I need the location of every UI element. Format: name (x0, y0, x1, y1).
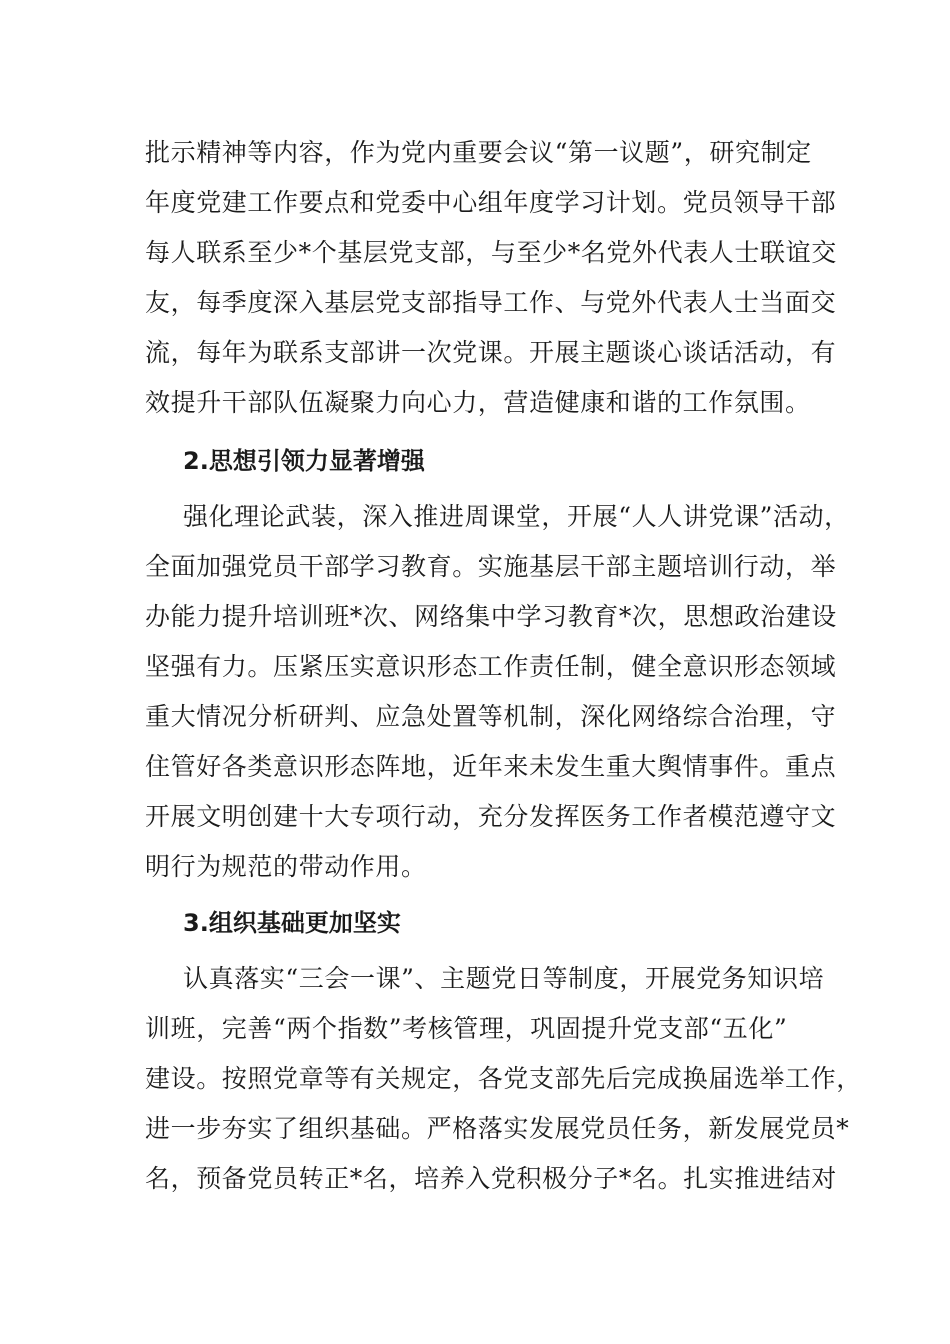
intro-line-1: 批示精神等内容，作为党内重要会议“第一议题”，研究制定 (145, 138, 812, 167)
section-2-line-3: 办能力提升培训班*次、网络集中学习教育*次，思想政治建设 (145, 602, 837, 631)
section-3-line-5: 名，预备党员转正*名，培养入党积极分子*名。扎实推进结对 (145, 1164, 837, 1193)
section-3-line-1: 认真落实“三会一课”、主题党日等制度，开展党务知识培 (183, 964, 825, 993)
section-2-line-5: 重大情况分析研判、应急处置等机制，深化网络综合治理，守 (145, 702, 837, 731)
section-3-line-4: 进一步夯实了组织基础。严格落实发展党员任务，新发展党员* (145, 1114, 850, 1143)
section-2-line-6: 住管好各类意识形态阵地，近年来未发生重大舆情事件。重点 (145, 752, 837, 781)
section-3-line-2: 训班，完善“两个指数”考核管理，巩固提升党支部“五化” (145, 1014, 788, 1043)
section-3-heading: 3.组织基础更加坚实 (183, 909, 401, 937)
intro-line-2: 年度党建工作要点和党委中心组年度学习计划。党员领导干部 (145, 188, 837, 217)
section-2-line-2: 全面加强党员干部学习教育。实施基层干部主题培训行动，举 (145, 552, 837, 581)
intro-line-3: 每人联系至少*个基层党支部，与至少*名党外代表人士联谊交 (145, 238, 837, 267)
section-2-line-7: 开展文明创建十大专项行动，充分发挥医务工作者模范遵守文 (145, 802, 837, 831)
section-2-line-1: 强化理论武装，深入推进周课堂，开展“人人讲党课”活动， (183, 502, 850, 531)
section-3-line-3: 建设。按照党章等有关规定，各党支部先后完成换届选举工作， (145, 1064, 862, 1093)
section-2-heading: 2.思想引领力显著增强 (183, 447, 425, 475)
intro-line-5: 流，每年为联系支部讲一次党课。开展主题谈心谈话活动，有 (145, 338, 837, 367)
intro-line-4: 友，每季度深入基层党支部指导工作、与党外代表人士当面交 (145, 288, 837, 317)
section-2-line-8: 明行为规范的带动作用。 (145, 852, 427, 881)
intro-line-6: 效提升干部队伍凝聚力向心力，营造健康和谐的工作氛围。 (145, 388, 811, 417)
section-2-line-4: 坚强有力。压紧压实意识形态工作责任制，健全意识形态领域 (145, 652, 837, 681)
